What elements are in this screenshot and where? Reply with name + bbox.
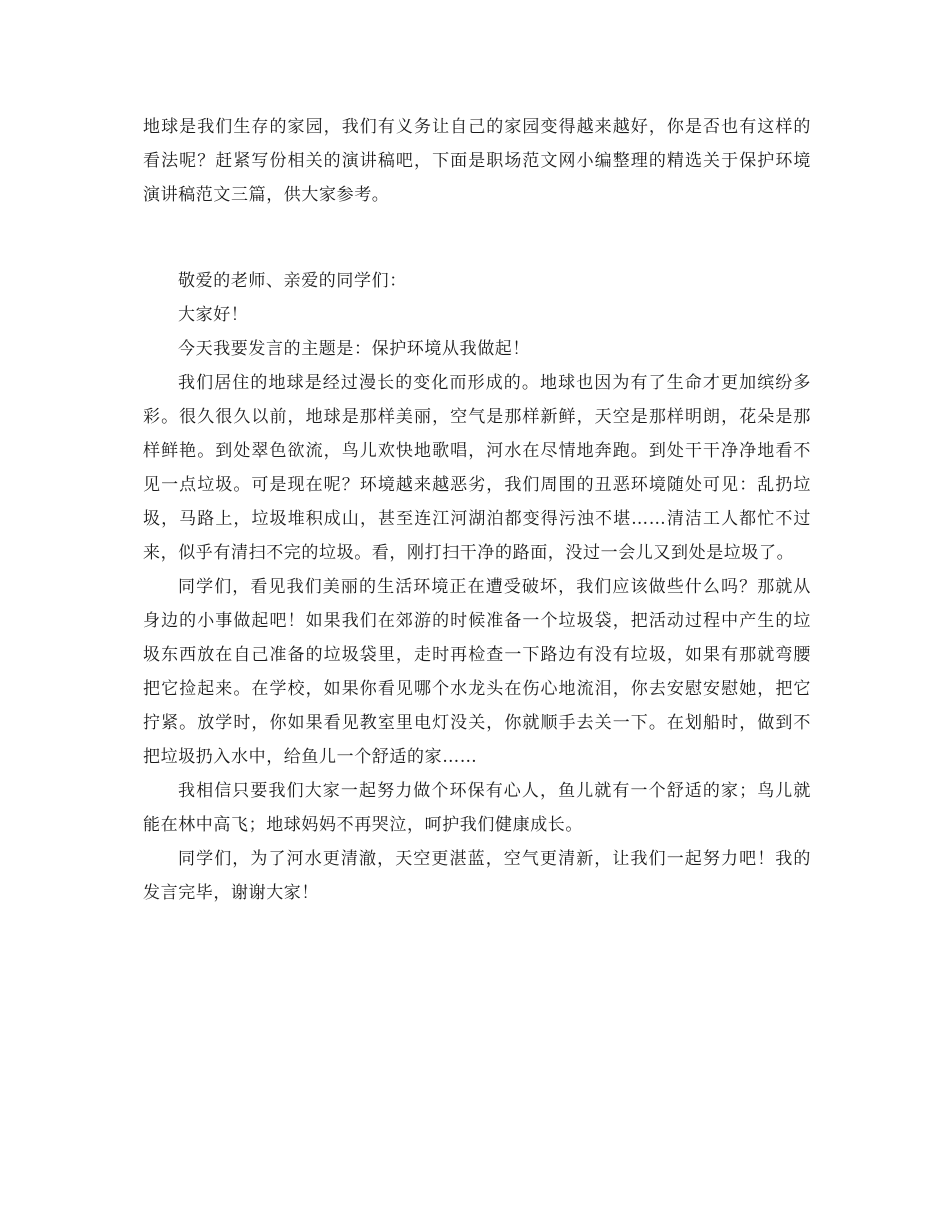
body-paragraph-4: 同学们，为了河水更清澈，天空更湛蓝，空气更清新，让我们一起努力吧！我的发言完毕，谢谢大家！ (143, 849, 811, 903)
salutation: 敬爱的老师、亲爱的同学们： (178, 271, 407, 291)
section-gap (143, 230, 811, 264)
body-paragraph-2: 同学们，看见我们美丽的生活环境正在遭受破坏，我们应该做些什么吗？那就从身边的小事做起吧！如果我们在郊游的时候准备一个垃圾袋，把活动过程中产生的垃圾东西放在自己准备的垃圾袋里，走时再检查一下路边有没有垃圾，如果有那就弯腰把它捡起来。在学校，如果你看见哪个水龙头在伤心地流泪，你去安慰安慰她，把它拧紧。放学时，你如果看见教室里电灯没关，你就顺手去关一下。在划船时，做到不把垃圾扔入水中，给鱼儿一个舒适的家…… (143, 577, 811, 767)
body-paragraph-3: 我相信只要我们大家一起努力做个环保有心人，鱼儿就有一个舒适的家；鸟儿就能在林中高飞；地球妈妈不再哭泣，呵护我们健康成长。 (143, 781, 811, 835)
intro-paragraph: 地球是我们生存的家园，我们有义务让自己的家园变得越来越好，你是否也有这样的看法呢？赶紧写份相关的演讲稿吧，下面是职场范文网小编整理的精选关于保护环境演讲稿范文三篇，供大家参考。 (143, 117, 811, 205)
speech-theme: 今天我要发言的主题是：保护环境从我做起！ (178, 339, 530, 359)
document-body (143, 110, 811, 910)
body-paragraph-1: 我们居住的地球是经过漫长的变化而形成的。地球也因为有了生命才更加缤纷多彩。很久很久以前，地球是那样美丽，空气是那样新鲜，天空是那样明朗，花朵是那样鲜艳。到处翠色欲流，鸟儿欢快地歌唱，河水在尽情地奔跑。到处干干净净地看不见一点垃圾。可是现在呢？环境越来越恶劣，我们周围的丑恶环境随处可见：乱扔垃圾，马路上，垃圾堆积成山，甚至连江河湖泊都变得污浊不堪……清洁工人都忙不过来，似乎有清扫不完的垃圾。看，刚打扫干净的路面，没过一会儿又到处是垃圾了。 (143, 373, 811, 563)
greeting: 大家好！ (178, 305, 249, 325)
